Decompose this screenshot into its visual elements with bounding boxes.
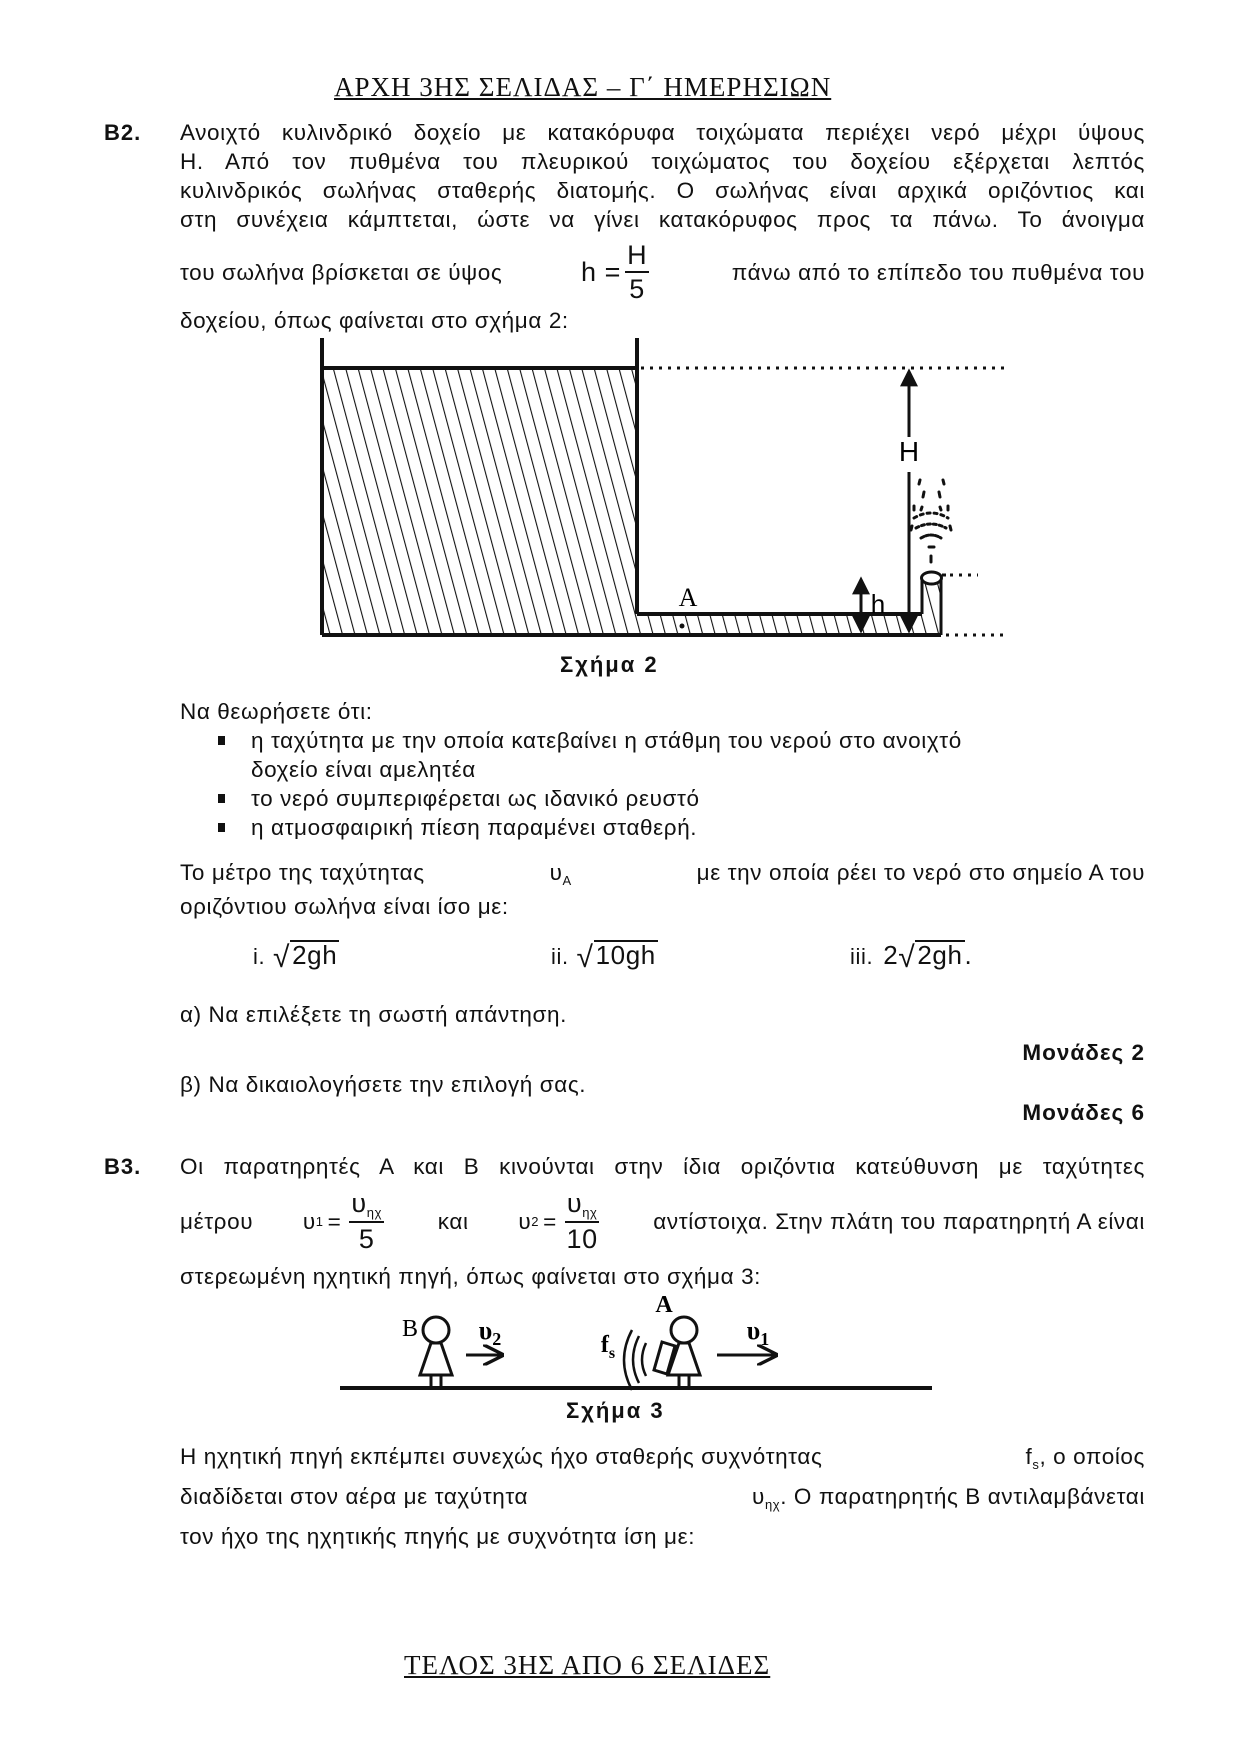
figure-3-observers-diagram (330, 1280, 940, 1400)
marks-b: Μονάδες 6 (1022, 1100, 1145, 1125)
part-b: β) Να δικαιολογήσετε την επιλογή σας. (180, 1072, 587, 1097)
b2-line: κυλινδρικός σωλήνας σταθερής διατομής. Ο σωλήνας είναι αρχικά οριζόντιος και (180, 178, 1145, 203)
question-b3-label: Β3. (104, 1154, 142, 1179)
b3-p2: διαδίδεται στον αέρα με ταχύτητα $\upsilon_{\eta\chi}$. Ο παρατηρητής Β αντιλαμβάνεται (180, 1484, 1145, 1512)
b2-question-line2: οριζόντιου σωλήνα είναι ίσο με: (180, 894, 509, 919)
formula-denominator: 5 (629, 273, 645, 304)
b2-intro (180, 118, 1145, 234)
part-a: α) Να επιλέξετε τη σωστή απάντηση. (180, 1002, 567, 1027)
formula-lhs: h = (580, 256, 622, 287)
page-header: ΑΡΧΗ 3ΗΣ ΣΕΛΙΔΑΣ – Γ΄ ΗΜΕΡΗΣΙΩΝ (334, 72, 832, 102)
figure-2-caption: Σχήμα 2 (560, 652, 659, 677)
b2-line: στη συνέχεια κάμπτεται, ώστε να γίνει κατακόρυφος προς τα πάνω. Το άνοιγμα (180, 207, 1145, 232)
observer-b-figure (420, 1317, 452, 1387)
assumptions-title: Να θεωρήσετε ότι: (180, 699, 373, 724)
marks-a: Μονάδες 2 (1022, 1040, 1145, 1065)
b2-line: Η. Από τον πυθμένα του πλευρικού τοιχώματος του δοχείου εξέρχεται λεπτός (180, 149, 1145, 174)
v1-label: $\upsilon_1$ (746, 1316, 770, 1349)
assumption-item-cont: δοχείο είναι αμελητέα (251, 757, 476, 782)
b3-p1: Η ηχητική πηγή εκπέμπει συνεχώς ήχο σταθερής συχνότητας $f_s$, ο οποίος (180, 1444, 1145, 1472)
formula-numerator: H (625, 242, 649, 273)
option-iii-radicand: 2gh (917, 940, 963, 970)
b3-p3: τον ήχο της ηχητικής πηγής με συχνότητα ίση με: (180, 1524, 696, 1549)
height-h-label: H (898, 436, 920, 467)
v2-label: $\upsilon_2$ (478, 1316, 502, 1349)
bullet-icon (218, 823, 225, 832)
b3-line3: στερεωμένη ηχητική πηγή, όπως φαίνεται στο σχήμα 3: (180, 1264, 762, 1289)
velocity-var: $\upsilon_A$ (549, 860, 572, 888)
question-b2-label: Β2. (104, 120, 142, 145)
b2-question-line1 (180, 858, 1145, 895)
pipe-height-label: h (870, 589, 886, 619)
option-i: i. √2gh (253, 940, 338, 974)
assumption-item: η ατμοσφαιρική πίεση παραμένει σταθερή. (251, 815, 698, 840)
observer-a-label: A (655, 1292, 673, 1318)
formula-post-text: πάνω από το επίπεδο του πυθμένα του (731, 259, 1145, 285)
page-footer: ΤΕΛΟΣ 3ΗΣ ΑΠΟ 6 ΣΕΛΙΔΕΣ (404, 1650, 771, 1680)
figure-3-caption: Σχήμα 3 (566, 1398, 665, 1423)
point-a-label: Α (678, 583, 698, 612)
observer-b-label: B (401, 1316, 419, 1342)
assumptions-list (218, 726, 1148, 842)
assumption-item: η ταχύτητα με την οποία κατεβαίνει η στάθμη του νερού στο ανοιχτό (251, 728, 962, 753)
b2-formula-line (180, 240, 1145, 304)
option-i-radicand: 2gh (292, 940, 338, 970)
option-ii-radicand: 10gh (595, 940, 656, 970)
option-iii: iii. 2√2gh. (850, 940, 973, 974)
b2-line: Ανοιχτό κυλινδρικό δοχείο με κατακόρυφα τοιχώματα περιέχει νερό μέχρι ύψους (180, 120, 1145, 145)
b3-line2: μέτρου υ 1 = $\frac{\upsilon_{\eta\chi}}{5}$ και υ 2 = $\frac{\upsilon_{\eta\chi}}{10}$ αντίστοιχα. Στην πλάτη του παρατηρητή Α είναι (180, 1187, 1145, 1254)
b2-intro-end: δοχείου, όπως φαίνεται στο σχήμα 2: (180, 308, 569, 333)
option-ii: ii. √10gh (551, 940, 656, 974)
formula-fraction (625, 239, 649, 304)
question-post: με την οποία ρέει το νερό στο σημείο Α του (696, 860, 1145, 885)
question-pre: Το μέτρο της ταχύτητας (180, 860, 425, 885)
h-formula (580, 239, 653, 304)
bullet-icon (218, 736, 225, 745)
observer-a-figure (654, 1317, 700, 1387)
assumption-item: το νερό συμπεριφέρεται ως ιδανικό ρευστό (251, 786, 700, 811)
v2-formula: υ 2 = $\frac{\upsilon_{\eta\chi}}{10}$ (518, 1187, 598, 1254)
figure-2-tank-diagram (310, 330, 1040, 650)
sound-waves-icon (624, 1330, 646, 1390)
formula-pre-text: του σωλήνα βρίσκεται σε ύψος (180, 259, 503, 285)
v1-formula: υ 1 = $\frac{\upsilon_{\eta\chi}}{5}$ (302, 1187, 383, 1254)
source-label: $f_s$ (600, 1332, 616, 1362)
b3-line1: Οι παρατηρητές Α και Β κινούνται στην ίδια οριζόντια κατεύθυνση με ταχύτητες (180, 1154, 1145, 1179)
bullet-icon (218, 794, 225, 803)
